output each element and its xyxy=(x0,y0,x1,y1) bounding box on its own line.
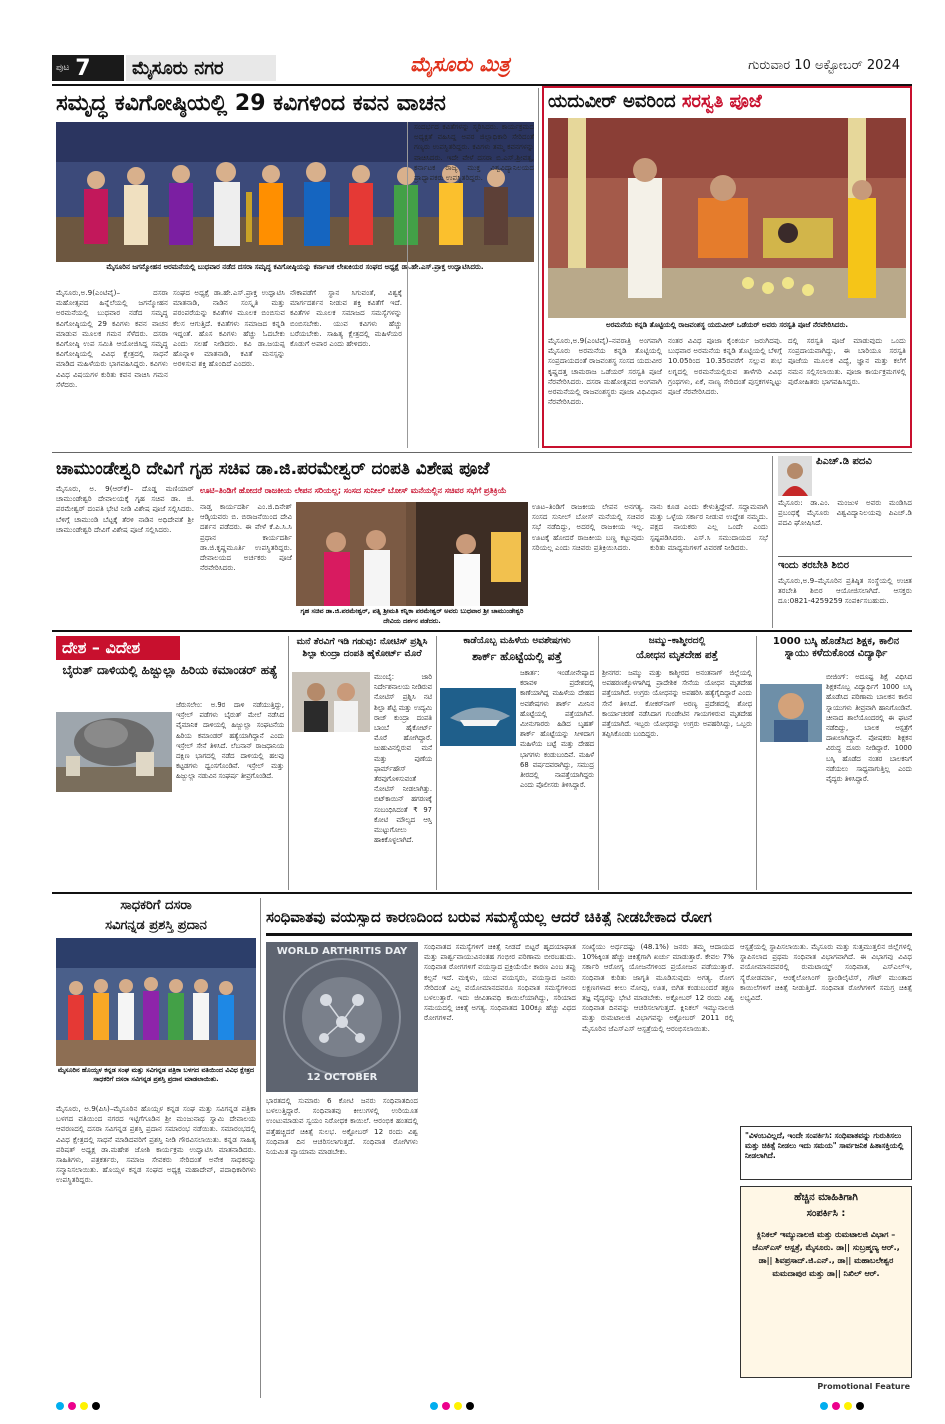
arthritis-col2: ಸಂಧಿವಾತದ ಸಮಸ್ಯೆಗಳಿಗೆ ಚಿಕಿತ್ಸೆ ನೀಡದೆ ಬಿಟ್ಟರೆ ಹೃದಯಾಘಾತ ಮತ್ತು ಪಾರ್ಶ್ವವಾಯುವಿನಂತಹ ಗಂಭೀರ ಪರಿಣಾಮ ಬೀರಬಹುದು. ಸಂಧಿವಾತ ರೋಗಗಳಿಗೆ ವಯಸ್ಸಾದ ಪ್ರಕ್ರಿಯೆಯೇ ಕಾರಣ ಎಂಬ ತಪ್ಪು ಕಲ್ಪನೆ ಇದೆ. ಮಕ್ಕಳು, ಯುವ ವಯಸ್ಕರು, ವಯಸ್ಸಾದ ಜನರು ಸೇರಿದಂತೆ ಎಲ್ಲ ವಯೋಮಾನದವರೂ ಸಂಧಿವಾತ ಸಮಸ್ಯೆಗಳಿಂದ ಬಳಲುತ್ತಾರೆ. ಇದು ಜೀವಿತಾವಧಿ ಕಾಯಿಲೆಯಾಗಿದ್ದು, ಸರಿಯಾದ ಸಮಯದಲ್ಲಿ ಚಿಕಿತ್ಸೆ ಅಗತ್ಯ. ಸಂಧಿವಾತದ 100ಕ್ಕೂ ಹೆಚ್ಚು ವಿಧದ ರೋಗಗಳಿವೆ. xyxy=(424,942,576,1023)
kashmir-headline-l2: ಯೋಧನ ಮೃತದೇಹ ಪತ್ತೆ xyxy=(636,650,718,661)
arthritis-col3: ಸಂಖ್ಯೆಯು ಅರ್ಧದಷ್ಟು (48.1%) ಜನರು ತಮ್ಮ ಆದಾಯದ 10%ಕ್ಕಿಂತ ಹೆಚ್ಚು ಚಿಕಿತ್ಸೆಗಾಗಿ ಖರ್ಚು ಮಾಡುತ್ತಾರೆ. ಕೇವಲ 7% ಸರ್ಕಾರಿ ಆರೋಗ್ಯ ಯೋಜನೆಗಳಿಂದ ಪ್ರಯೋಜನ ಪಡೆಯುತ್ತಾರೆ. ಸಂಧಿವಾತ ಕುರಿತು ಜಾಗೃತಿ ಮೂಡಿಸುವುದು ಅಗತ್ಯ. ರೋಗ ಲಕ್ಷಣಗಳಾದ ಕೀಲು ನೋವು, ಊತ, ಬಿಗಿತ ಕಂಡುಬಂದರೆ ತಕ್ಷಣ ತಜ್ಞ ವೈದ್ಯರನ್ನು ಭೇಟಿ ಮಾಡಬೇಕು. ಅಕ್ಟೋಬರ್ 12 ರಂದು ವಿಶ್ವ ಸಂಧಿವಾತ ದಿನವನ್ನು ಆಚರಿಸಲಾಗುತ್ತದೆ. ಕ್ಲಿನಿಕಲ್ ಇಮ್ಯುನಾಲಜಿ ಮತ್ತು ರುಮಟಾಲಜಿ ವಿಭಾಗವನ್ನು ಅಕ್ಟೋಬರ್ 2011 ರಲ್ಲಿ ಮೈಸೂರಿನ ಜೆಎಸ್‌ಎಸ್ ಆಸ್ಪತ್ರೆಯಲ್ಲಿ ಆರಂಭಿಸಲಾಯಿತು. xyxy=(582,942,734,1033)
story1-caption: ಮೈಸೂರಿನ ಜಗನ್ಮೋಹನ ಅರಮನೆಯಲ್ಲಿ ಬುಧವಾರ ನಡೆದ ದಸರಾ ಸಮೃದ್ಧ ಕವಿಗೋಷ್ಠಿಯನ್ನು ಕರ್ನಾಟಕ ಲೇಖಕಿಯರ ಸಂಘದ ಅಧ್ಯಕ್ಷೆ ಡಾ.ಹೇ.ಎಸ್.ಪ್ರಾಕ್ತ ಉದ್ಘಾಟಿಸಿದರು. xyxy=(56,262,534,286)
chinese-body-cont xyxy=(760,744,822,888)
story3-headline: ಚಾಮುಂಡೇಶ್ವರಿ ದೇವಿಗೆ ಗೃಹ ಸಚಿವ ಡಾ.ಜಿ.ಪರಮೇಶ್ವರ್ ದಂಪತಿ ವಿಶೇಷ ಪೂಜೆ xyxy=(56,459,490,479)
page-number: 7 xyxy=(75,55,91,81)
story3-col3: ಊಟ–ತಿಂಡಿಗೆ ರಾಜಕೀಯ ಲೇಪನ ಅನಗತ್ಯ. ಸಂಸದ ಸುನೀಲ್ ಬೋಸ್ ಮನೆಯಲ್ಲಿ ಸಚಿವರ ಸಭೆ ನಡೆದಿದ್ದು, ಅದರಲ್ಲಿ ರಾಜಕೀಯ ಇಲ್ಲ. ಊಟಕ್ಕೆ ಹೋದರೆ ರಾಜಕೀಯ ಬಣ್ಣ ಕಟ್ಟುವುದು ಸರಿಯಲ್ಲ ಎಂದು ಸಚಿವರು ಪ್ರತಿಕ್ರಿಯಿಸಿದರು. xyxy=(532,502,644,552)
story2-headline xyxy=(548,88,908,116)
registration-dot xyxy=(442,1402,450,1410)
registration-dot xyxy=(832,1402,840,1410)
phd-body-top xyxy=(816,472,912,498)
divider-kashmir xyxy=(598,636,599,890)
arthritis-headline: ಸಂಧಿವಾತವು ವಯಸ್ಸಾದ ಕಾರಣದಿಂದ ಬರುವ ಸಮಸ್ಯೆಯಲ್ಲ ಆದರೆ ಚಿಕಿತ್ಸೆ ನೀಡಬೇಕಾದ ರೋಗ xyxy=(266,898,912,936)
contact-title-l2: ಸಂಪರ್ಕಿಸಿ : xyxy=(806,1208,846,1219)
arthritis-day-image xyxy=(266,942,418,1092)
phd-portrait-graphic xyxy=(778,456,812,496)
registration-dot xyxy=(56,1402,64,1410)
award-body: ಮೈಸೂರು, ಅ.9(ಪಿಸಿ)–ಮೈಸೂರಿನ ಹೊಯ್ಸಳ ಕನ್ನಡ ಸಂಘ ಮತ್ತು ಸವಿಗನ್ನಡ ಪತ್ರಿಕಾ ಬಳಗದ ವತಿಯಿಂದ ನಗರದ ಇಟ್ಟಿಗೆಗೂಡಿನ ಶ್ರೀ ಮಂಜುನಾಥ ಸ್ವಾಮಿ ದೇವಾಲಯ ಆವರಣದಲ್ಲಿ ದಸರಾ ಸವಿಗನ್ನಡ ಪ್ರಶಸ್ತಿ ಪ್ರದಾನ ಸಮಾರಂಭ ನಡೆಯಿತು. ಸಮಾರಂಭದಲ್ಲಿ ವಿವಿಧ ಕ್ಷೇತ್ರದಲ್ಲಿ ಸಾಧನೆ ಮಾಡಿದವರಿಗೆ ಪ್ರಶಸ್ತಿ ನೀಡಿ ಗೌರವಿಸಲಾಯಿತು. ಕನ್ನಡ ಸಾಹಿತ್ಯ ಪರಿಷತ್ ಅಧ್ಯಕ್ಷ ಡಾ.ಮಹೇಶ ಜೋಶಿ ಕಾರ್ಯಕ್ರಮ ಉದ್ಘಾಟಿಸಿ ಮಾತನಾಡಿದರು. ಸಾಹಿತಿಗಳು, ಪತ್ರಕರ್ತರು, ಸಮಾಜ ಸೇವಕರು ಸೇರಿದಂತೆ ಅನೇಕ ಸಾಧಕರನ್ನು ಸನ್ಮಾನಿಸಲಾಯಿತು. ಹೊಯ್ಸಳ ಕನ್ನಡ ಸಂಘದ ಅಧ್ಯಕ್ಷ ಮಹಾದೇವ್, ಪದಾಧಿಕಾರಿಗಳು ಉಪಸ್ಥಿತರಿದ್ದರು. xyxy=(56,1104,256,1185)
shilpa-body-cont xyxy=(292,734,370,888)
story3-col4: ನಾನು ಕೂಡ ಎಂದು ಕೇಳುತ್ತಿದ್ದೇವೆ. ಸದ್ದಾಮವಾಗಿ ಮತ್ತು ಒಳ್ಳೆಯ ಸರ್ಕಾರ ನೀಡುವ ಉದ್ದೇಶ ನಮ್ಮದು. ಪಕ್ಷದ ನಾಯಕರು ಎಲ್ಲ ಒಂದೇ ಎಂದು ಸ್ಪಷ್ಟಪಡಿಸಿದರು. ಎಸ್.ಸಿ ಸಮುದಾಯದ ಸಭೆ ಕುರಿತು ಮಾಧ್ಯಮಗಳಿಗೆ ವಿವರಣೆ ನೀಡಿದರು. xyxy=(650,502,768,552)
divider-shark xyxy=(436,636,437,890)
parameshwar-graphic xyxy=(296,502,528,606)
shilpa-headline: ಮನೆ ತೆರವಿಗೆ ಇಡಿ ಗಡುವು: ನೋಟಿಸ್ ಪ್ರಶ್ನಿಸಿ ಶಿಲ್ಪಾ ಕುಂದ್ರಾ ದಂಪತಿ ಹೈಕೋರ್ಟ್ ಮೊರೆ xyxy=(296,637,428,659)
shilpa-graphic xyxy=(292,672,370,732)
divider-camp xyxy=(778,556,912,557)
saraswati-pooje-graphic xyxy=(548,118,906,318)
divider-row2 xyxy=(52,630,912,632)
kashmir-body: ಶ್ರೀನಗರ: ಜಮ್ಮು ಮತ್ತು ಕಾಶ್ಮೀರದ ಅನಂತನಾಗ್ ಜಿಲ್ಲೆಯಲ್ಲಿ ಅಪಹರಣಕ್ಕೊಳಗಾಗಿದ್ದ ಪ್ರಾದೇಶಿಕ ಸೇನೆಯ ಯೋಧನ ಮೃತದೇಹ ಪತ್ತೆಯಾಗಿದೆ. ಉಗ್ರರು ಯೋಧನನ್ನು ಅಪಹರಿಸಿ ಹತ್ಯೆಗೈದಿದ್ದಾರೆ ಎಂದು ಸೇನೆ ತಿಳಿಸಿದೆ. ಕೋಕರ್‌ನಾಗ್ ಅರಣ್ಯ ಪ್ರದೇಶದಲ್ಲಿ ಶೋಧ ಕಾರ್ಯಾಚರಣೆ ನಡೆಸಿದಾಗ ಗುಂಡೇಟಿನ ಗಾಯಗಳಿರುವ ಮೃತದೇಹ ಪತ್ತೆಯಾಗಿದೆ. ಇಬ್ಬರು ಯೋಧರನ್ನು ಉಗ್ರರು ಅಪಹರಿಸಿದ್ದು, ಒಬ್ಬರು ತಪ್ಪಿಸಿಕೊಂಡು ಬಂದಿದ್ದರು. xyxy=(602,669,752,739)
award-caption: ಮೈಸೂರಿನ ಹೊಯ್ಸಳ ಕನ್ನಡ ಸಂಘ ಮತ್ತು ಸವಿಗನ್ನಡ ಪತ್ರಿಕಾ ಬಳಗದ ವತಿಯಿಂದ ವಿವಿಧ ಕ್ಷೇತ್ರದ ಸಾಧಕರಿಗೆ ದಸರಾ ಸವಿಗನ್ನಡ ಪ್ರಶಸ್ತಿ ಪ್ರದಾನ ಮಾಡಲಾಯಿತು. xyxy=(56,1066,256,1102)
chinese-body: ಬೀಜಿಂಗ್: ಅದೂಷ್ಟ ಶಿಕ್ಷೆ ವಿಧಿಸಿದ ಶಿಕ್ಷಕನೊಬ್ಬ ವಿದ್ಯಾರ್ಥಿಗೆ 1000 ಬಸ್ಕಿ ಹೊಡೆಸಿದ ಪರಿಣಾಮ ಬಾಲಕನ ಕಾಲಿನ ಸ್ನಾಯುಗಳು ತೀವ್ರವಾಗಿ ಹಾನಿಗೊಂಡಿವೆ. ಚೀನಾದ ಶಾಲೆಯೊಂದರಲ್ಲಿ ಈ ಘಟನೆ ನಡೆದಿದ್ದು, ಬಾಲಕ ಆಸ್ಪತ್ರೆಗೆ ದಾಖಲಾಗಿದ್ದಾನೆ. ಪೋಷಕರು ಶಿಕ್ಷಕನ ವಿರುದ್ಧ ದೂರು ನೀಡಿದ್ದಾರೆ. 1000 ಬಸ್ಕಿ ಹೊಡೆದ ನಂತರ ಬಾಲಕನಿಗೆ ನಡೆಯಲು ಸಾಧ್ಯವಾಗುತ್ತಿಲ್ಲ ಎಂದು ವೈದ್ಯರು ತಿಳಿಸಿದ್ದಾರೆ. xyxy=(826,673,912,784)
promo-label: Promotional Feature xyxy=(817,1382,910,1391)
registration-dot xyxy=(68,1402,76,1410)
camp-body: ಮೈಸೂರು,ಅ.9–ಮೈಸೂರಿನ ಪ್ರತಿಷ್ಠಿತ ಸಂಸ್ಥೆಯಲ್ಲಿ ಉಚಿತ ತರಬೇತಿ ಶಿಬಿರ ಆಯೋಜಿಸಲಾಗಿದೆ. ಆಸಕ್ತರು ದೂ:0821-4259259 ಸಂಪರ್ಕಿಸಬಹುದು. xyxy=(778,576,912,606)
shark-body-cont xyxy=(440,748,516,888)
registration-dots-right xyxy=(820,1402,864,1412)
beirut-headline: ಬೈರುತ್ ದಾಳಿಯಲ್ಲಿ ಹಿಜ್ಬುಲ್ಲಾ ಹಿರಿಯ ಕಮಾಂಡರ್ ಹತ್ಯೆ xyxy=(62,663,278,677)
shark-graphic xyxy=(440,688,516,746)
story2-caption: ಅರಮನೆಯ ಕನ್ನಡಿ ತೊಟ್ಟಿಯಲ್ಲಿ ರಾಜವಂಶಸ್ಥ ಯದುವೀರ್ ಒಡೆಯರ್ ಅವರು ಸರಸ್ವತಿ ಪೂಜೆ ನೆರವೇರಿಸಿದರು. xyxy=(548,320,906,334)
shilpa-photo xyxy=(292,672,370,732)
registration-dot xyxy=(820,1402,828,1410)
registration-dots-left xyxy=(56,1402,100,1412)
story1-col4: ಸಂದರ್ಭದ ಕವಿತೆಗಳನ್ನು ಸ್ಮರಿಸಿದರು. ಕಾರ್ಯಕ್ರಮದ ಅಧ್ಯಕ್ಷತೆ ವಹಿಸಿದ್ದ ಅಪರ ಜಿಲ್ಲಾಧಿಕಾರಿ ಸೇರಿದಂತೆ ಗಣ್ಯರು ಉಪಸ್ಥಿತರಿದ್ದರು. ಕವಿಗಳು ತಮ್ಮ ಕವನಗಳನ್ನು ವಾಚಿಸಿದರು. ಇದೇ ವೇಳೆ ದಸರಾ ಬಿ.ಎಸ್.ಶ್ರೀವತ್ಸ, ಕರ್ನಾಟಕ ರಾಜ್ಯ ಮುಕ್ತ ವಿಶ್ವವಿದ್ಯಾನಿಲಯದ ಪ್ರಾಧ್ಯಾಪಕರು ಉಪಸ್ಥಿತರಿದ್ದರು. xyxy=(407,122,534,448)
contact-title-l1: ಹೆಚ್ಚಿನ ಮಾಹಿತಿಗಾಗಿ xyxy=(794,1192,858,1203)
story3-col2: ನಾಡ್ತ ಕಾರ್ಯದರ್ಶಿ ಎಂ.ಜಿ.ದಿನೇಶ್ ಆಡ್ಕಿಯವರು ಬಿ. ಬಿರಾಜನೆಯಿಂದ ದೇವಿ ದರ್ಶನ ಪಡೆದರು. ಈ ವೇಳೆ ಕೆ.ಪಿ.ಸಿ.ಸಿ ಪ್ರಧಾನ ಕಾರ್ಯದರ್ಶಿ ಡಾ.ಜಿ.ಕೃಷ್ಣಮೂರ್ತಿ ಉಪಸ್ಥಿತರಿದ್ದರು. ದೇವಾಲಯದ ಅರ್ಚಕರು ಪೂಜೆ ನೆರವೇರಿಸಿದರು. xyxy=(200,502,292,573)
registration-dot xyxy=(430,1402,438,1410)
registration-dot xyxy=(856,1402,864,1410)
registration-dot xyxy=(92,1402,100,1410)
registration-dot xyxy=(454,1402,462,1410)
student-graphic xyxy=(760,684,822,742)
story1-col2: ಸಂಘದ ಅಧ್ಯಕ್ಷೆ ಡಾ.ಹೇ.ಎಸ್.ಪ್ರಾಕ್ತ ಉದ್ಘಾಟಿಸಿ ಮಾತನಾಡಿ, ನಾಡಿನ ಸಂಸ್ಕೃತಿ ಮತ್ತು ಪರಂಪರೆಯನ್ನು ಕವಿತೆಗಳ ಮೂಲಕ ಬಿಂಬಿಸುವ ಕೆಲಸ ಆಗುತ್ತಿದೆ. ಕವಿತೆಗಳು ಸಮಾಜದ ಕನ್ನಡಿ ಇದ್ದಂತೆ. ಹೊಸ ಕವಿಗಳು ಹೆಚ್ಚು ಓದಬೇಕು ಎಂದು ಸಲಹೆ ನೀಡಿದರು. ಕವಿ ಡಾ.ಜಯಪ್ಪ ಹೊನ್ನಾಳಿ ಮಾತನಾಡಿ, ಕವಿತೆ ಮನಸ್ಸನ್ನು ಅರಳಿಸುವ ಶಕ್ತಿ ಹೊಂದಿದೆ ಎಂದರು. xyxy=(173,288,285,369)
story2-headline-part1: ಯದುವೀರ್ ಅವರಿಂದ xyxy=(548,91,682,112)
registration-dot xyxy=(844,1402,852,1410)
story1-col1: ಮೈಸೂರು,ಅ.9(ಎಂಟಿವೈ)– ದಸರಾ ಮಹೋತ್ಸವದ ಹಿನ್ನೆಲೆಯಲ್ಲಿ ಜಗನ್ಮೋಹನ ಅರಮನೆಯಲ್ಲಿ ಬುಧವಾರ ನಡೆದ ಸಮೃದ್ಧ ಕವಿಗೋಷ್ಠಿಯಲ್ಲಿ 29 ಕವಿಗಳು ಕವನ ವಾಚನ ಮಾಡುವ ಮೂಲಕ ಗಮನ ಸೆಳೆದರು. ದಸರಾ ಕವಿಗೋಷ್ಠಿ ಉಪ ಸಮಿತಿ ಆಯೋಜಿಸಿದ್ದ ಸಮೃದ್ಧ ಕವಿಗೋಷ್ಠಿಯಲ್ಲಿ ವಿವಿಧ ಕ್ಷೇತ್ರದಲ್ಲಿ ಸಾಧನೆ ಮಾಡಿದ ಮಹಿಳೆಯರು ಭಾಗವಹಿಸಿದ್ದರು. ಕವಿಗಳು ವಿವಿಧ ವಿಷಯಗಳ ಕುರಿತು ಕವನ ವಾಚಿಸಿ ಗಮನ ಸೆಳೆದರು. xyxy=(56,288,168,389)
story3-subhead: ಊಟಿ–ತಿಂಡಿಗೆ ಹೋದರೆ ರಾಜಕೀಯ ಲೇಪನ ಸರಿಯಲ್ಲ; ಸಂಸದ ಸುನೀಲ್ ಬೋಸ್ ಮನೆಯಲ್ಲಿನ ಸಚಿವರ ಸಭೆಗೆ ಪ್ರತಿಕ್ರಿಯೆ xyxy=(200,486,507,495)
award-headline-l2: ಸವಿಗನ್ನಡ ಪ್ರಶಸ್ತಿ ಪ್ರದಾನ xyxy=(105,918,207,933)
issue-date: ಗುರುವಾರ 10 ಅಕ್ಟೋಬರ್ 2024 xyxy=(748,58,900,73)
story1-col3: ನೌಕಾಪಡೆಗೆ ಸ್ಥಾನ ಸಿಗುವಂತೆ, ವಿಶ್ವಕ್ಕೆ ಮಾರ್ಗದರ್ಶನ ನೀಡುವ ಶಕ್ತಿ ಕವಿತೆಗೆ ಇದೆ. ಕವಿತೆಗಳ ಮೂಲಕ ಸಮಾಜದ ಸಮಸ್ಯೆಗಳನ್ನು ಬಿಂಬಿಸಬೇಕು. ಯುವ ಕವಿಗಳು ಹೆಚ್ಚು ಬರೆಯಬೇಕು. ಸಾಹಿತ್ಯ ಕ್ಷೇತ್ರದಲ್ಲಿ ಮಹಿಳೆಯರ ಕೊಡುಗೆ ಅಪಾರ ಎಂದು ಹೇಳಿದರು. xyxy=(290,288,402,349)
shilpa-body: ಮುಂಬೈ: ಜಾರಿ ನಿರ್ದೇಶನಾಲಯ ನೀಡಿರುವ ನೋಟಿಸ್ ಪ್ರಶ್ನಿಸಿ ನಟಿ ಶಿಲ್ಪಾ ಶೆಟ್ಟಿ ಮತ್ತು ಉದ್ಯಮಿ ರಾಜ್ ಕುಂದ್ರಾ ದಂಪತಿ ಬಾಂಬೆ ಹೈಕೋರ್ಟ್ ಮೊರೆ ಹೋಗಿದ್ದಾರೆ. ಜುಹುವಿನಲ್ಲಿರುವ ಮನೆ ಮತ್ತು ಪುಣೆಯ ಫಾರ್ಮ್‌ಹೌಸ್ ತೆರವುಗೊಳಿಸುವಂತೆ ನೋಟಿಸ್ ನೀಡಲಾಗಿತ್ತು. ಬಿಟ್‌ಕಾಯಿನ್ ಹಗರಣಕ್ಕೆ ಸಂಬಂಧಿಸಿದಂತೆ ₹ 97 ಕೋಟಿ ಮೌಲ್ಯದ ಆಸ್ತಿ ಮುಟ್ಟುಗೋಲು ಹಾಕಿಕೊಳ್ಳಲಾಗಿದೆ. xyxy=(374,673,432,845)
registration-dots-center xyxy=(430,1402,474,1412)
arthritis-quote-box: "ವಿಳಂಬವಿಲ್ಲದೆ, ಇಂದೇ ಸಂಪರ್ಕಿಸಿ: ಸಂಧಿವಾತವನ್ನು ಗುರುತಿಸಲು ಮತ್ತು ಚಿಕಿತ್ಸೆ ನೀಡಲು ಇದು ಸಮಯ" ಸಾರ್ವಜನಿಕ ಹಿತಾಸಕ್ತಿಯಲ್ಲಿ ನೀಡಲಾಗಿದೆ. xyxy=(740,1126,912,1180)
contact-body: ಕ್ಲಿನಿಕಲ್ ಇಮ್ಯುನಾಲಜಿ ಮತ್ತು ರುಮಟಾಲಜಿ ವಿಭಾಗ – ಜೆಎಸ್‌ಎಸ್ ಆಸ್ಪತ್ರೆ, ಮೈಸೂರು. ಡಾ|| ಸುಬ್ರಹ್ಮಣ್ಯ ಆರ್., ಡಾ|| ಶಿವಪ್ರಸಾದ್.ಜಿ.ಎನ್., ಡಾ|| ಮಹಾಬಲೇಶ್ವರ ಮಮದಾಪುರ ಮತ್ತು ಡಾ|| ನಿಖಿಲ್ ಆರ್. xyxy=(752,1230,900,1278)
arthritis-image-title: WORLD ARTHRITIS DAY xyxy=(276,946,408,957)
award-graphic xyxy=(56,938,256,1066)
phd-body: ಮೈಸೂರು: ಡಾ.ಎಂ. ಮಂಜುಳ ಅವರು ಮಂಡಿಸಿದ ಪ್ರಬಂಧಕ್ಕೆ ಮೈಸೂರು ವಿಶ್ವವಿದ್ಯಾನಿಲಯವು ಪಿಎಚ್.ಡಿ ಪದವಿ ಘೋಷಿಸಿದೆ. xyxy=(778,498,912,528)
camp-title: ಇಂದು ತರಬೇತಿ ಶಿಬಿರ xyxy=(778,560,850,571)
arthritis-image-date: 12 OCTOBER xyxy=(306,1072,378,1083)
shark-headline-l1: ಕಾಡೆಯೊಬ್ಬ ಮಹಿಳೆಯ ಅವಶೇಷಗಳು xyxy=(463,636,571,646)
phd-portrait xyxy=(778,456,812,496)
kashmir-headline-l1: ಜಮ್ಮು–ಕಾಶ್ಮೀರದಲ್ಲಿ xyxy=(648,636,706,646)
divider-row1 xyxy=(52,452,912,453)
story3-caption: ಗೃಹ ಸಚಿವ ಡಾ.ಜಿ.ಪರಮೇಶ್ವರ್, ಪತ್ನಿ ಶ್ರೀಮತಿ ಕನ್ನಿಕಾ ಪರಮೇಶ್ವರ್ ಅವರು ಬುಧವಾರ ಶ್ರೀ ಚಾಮುಂಡೇಶ್ವರಿ ದೇವಿಯ ದರ್ಶನ ಪಡೆದರು. xyxy=(296,606,528,626)
award-photo xyxy=(56,938,256,1066)
saraswati-pooje-photo xyxy=(548,118,906,318)
registration-dot xyxy=(80,1402,88,1410)
divider-arthritis xyxy=(260,898,261,1398)
arthritis-col4: ಆಸ್ಪತ್ರೆಯಲ್ಲಿ ಸ್ಥಾಪಿಸಲಾಯಿತು. ಮೈಸೂರು ಮತ್ತು ಸುತ್ತಮುತ್ತಲಿನ ಜಿಲ್ಲೆಗಳಲ್ಲಿ ಸ್ಥಾಪಿಸಲಾದ ಪ್ರಥಮ ಸಂಧಿವಾತ ವಿಭಾಗವಾಗಿದೆ. ಈ ವಿಭಾಗವು ವಿವಿಧ ವಯೋಮಾನದವರಲ್ಲಿ ರುಮಟಾಯ್ಡ್ ಸಂಧಿವಾತ, ಎಸ್‌ಎಲ್‌ಇ, ಸ್ಕ್ಲೆರೋಡರ್ಮಾ, ಆಂಕೈಲೋಸಿಂಗ್ ಸ್ಪಾಂಡಿಲೈಟಿಸ್, ಗೌಟ್ ಮುಂತಾದ ಕಾಯಿಲೆಗಳಿಗೆ ಚಿಕಿತ್ಸೆ ನೀಡುತ್ತಿದೆ. ಸಂಧಿವಾತ ರೋಗಿಗಳಿಗೆ ಸಮಗ್ರ ಚಿಕಿತ್ಸೆ ಲಭ್ಯವಿದೆ. xyxy=(740,942,912,1003)
beirut-graphic xyxy=(56,712,172,792)
shark-headline-l2: ಶಾರ್ಕ್ ಹೊಟ್ಟೆಯಲ್ಲಿ ಪತ್ತೆ xyxy=(472,650,562,663)
divider-chinese xyxy=(756,636,757,890)
award-headline-l1: ಸಾಧಕರಿಗೆ ದಸರಾ xyxy=(120,898,192,913)
story1-headline: ಸಮೃದ್ಧ ಕವಿಗೋಷ್ಠಿಯಲ್ಲಿ 29 ಕವಿಗಳಿಂದ ಕವನ ವಾಚನ xyxy=(56,91,446,116)
page-label: ಪುಟ xyxy=(56,63,70,73)
story2-col3: ದಲ್ಲಿ ಸರಸ್ವತಿ ಪೂಜೆ ಮಾಡುವುದು ಒಂದು ಸಂಪ್ರದಾಯವಾಗಿದ್ದು, ಈ ಬಾರಿಯೂ ಸರಸ್ವತಿ ಪೂಜೆಯ ಮೂಲಕ ವಿದ್ಯೆ, ಜ್ಞಾನ ಮತ್ತು ಕಲೆಗೆ ನಮನ ಸಲ್ಲಿಸಲಾಯಿತು. ಪೂಜಾ ಕಾರ್ಯಕ್ರಮಗಳಲ್ಲಿ ಪುರೋಹಿತರು ಭಾಗವಹಿಸಿದ್ದರು. xyxy=(788,336,906,386)
beirut-body: ಜೆರುಸಲೇಂ: ಅ.9ರ ದಾಳಿ ನಡೆಯುತ್ತಿದ್ದು, ಇಸ್ರೇಲ್ ಪಡೆಗಳು ಬೈರುತ್ ಮೇಲೆ ನಡೆಸಿದ ವೈಮಾನಿಕ ದಾಳಿಯಲ್ಲಿ ಹಿಜ್ಬುಲ್ಲಾ ಸಂಘಟನೆಯ ಹಿರಿಯ ಕಮಾಂಡರ್ ಹತ್ಯೆಯಾಗಿದ್ದಾನೆ ಎಂದು ಇಸ್ರೇಲ್ ಸೇನೆ ತಿಳಿಸಿದೆ. ಲೆಬನಾನ್ ರಾಜಧಾನಿಯ ದಕ್ಷಿಣ ಭಾಗದಲ್ಲಿ ನಡೆದ ದಾಳಿಯಲ್ಲಿ ಹಲವು ಕಟ್ಟಡಗಳು ಧ್ವಂಸಗೊಂಡಿವೆ. ಇಸ್ರೇಲ್ ಮತ್ತು ಹಿಜ್ಬುಲ್ಲಾ ನಡುವಿನ ಸಂಘರ್ಷ ತೀವ್ರಗೊಂಡಿದೆ. xyxy=(176,701,284,781)
shark-body: ಜಕಾರ್ತ: ಇಂಡೋನೇಷ್ಯಾದ ಕರಾವಳಿ ಪ್ರದೇಶದಲ್ಲಿ ಕಾಣೆಯಾಗಿದ್ದ ಮಹಿಳೆಯ ದೇಹದ ಅವಶೇಷಗಳು ಶಾರ್ಕ್ ಮೀನಿನ ಹೊಟ್ಟೆಯಲ್ಲಿ ಪತ್ತೆಯಾಗಿವೆ. ಮೀನುಗಾರರು ಹಿಡಿದ ಬೃಹತ್ ಶಾರ್ಕ್ ಹೊಟ್ಟೆಯನ್ನು ಸೀಳಿದಾಗ ಮಹಿಳೆಯ ಬಟ್ಟೆ ಮತ್ತು ದೇಹದ ಭಾಗಗಳು ಕಂಡುಬಂದಿವೆ. ಮಹಿಳೆ 68 ವರ್ಷದವರಾಗಿದ್ದು, ಸಮುದ್ರ ತೀರದಲ್ಲಿ ನಾಪತ್ತೆಯಾಗಿದ್ದರು ಎಂದು ಪೊಲೀಸರು ತಿಳಿಸಿದ್ದಾರೆ. xyxy=(520,669,594,790)
parameshwar-photo xyxy=(296,502,528,606)
divider-shilpa xyxy=(288,636,289,890)
registration-dot xyxy=(466,1402,474,1410)
beirut-body-cont xyxy=(56,794,172,888)
student-photo xyxy=(760,684,822,742)
story2-col2: ನಂತರ ವಿವಿಧ ಪೂಜಾ ಕೈಂಕರ್ಯ ಜರುಗಿದವು. ಬುಧವಾರ ಅರಮನೆಯ ಕನ್ನಡಿ ತೊಟ್ಟಿಯಲ್ಲಿ ಬೆಳಿಗ್ಗೆ 10.05ರಿಂದ 10.35ರವರೆಗೆ ಸಲ್ಲುವ ಶುಭ ಲಗ್ನದಲ್ಲಿ ಅರಮನೆಯಲ್ಲಿರುವ ತಾಳೆಗರಿ ವಿವಿಧ ಗ್ರಂಥಗಳು, ಏಕೆ, ನಾಣ್ಯ ಸೇರಿದಂತೆ ಪುಸ್ತಕಗಳನ್ನಿಟ್ಟು ಪೂಜೆ ನೆರವೇರಿಸಿದರು. xyxy=(668,336,782,397)
arthritis-col1: ಭಾರತದಲ್ಲಿ ಸುಮಾರು 6 ಕೋಟಿ ಜನರು ಸಂಧಿವಾತದಿಂದ ಬಳಲುತ್ತಿದ್ದಾರೆ. ಸಂಧಿವಾತವು ಕೀಲುಗಳಲ್ಲಿ ಉರಿಯೂತ ಉಂಟುಮಾಡುವ ಸ್ವಯಂ ನಿರೋಧಕ ಕಾಯಿಲೆ. ಆರಂಭಿಕ ಹಂತದಲ್ಲಿ ಪತ್ತೆಹಚ್ಚಿದರೆ ಚಿಕಿತ್ಸೆ ಸುಲಭ. ಅಕ್ಟೋಬರ್ 12 ರಂದು ವಿಶ್ವ ಸಂಧಿವಾತ ದಿನ ಆಚರಿಸಲಾಗುತ್ತದೆ. ಸಂಧಿವಾತ ರೋಗಿಗಳು ನಿಯಮಿತ ವ್ಯಾಯಾಮ ಮಾಡಬೇಕು. xyxy=(266,1096,418,1157)
divider-row3 xyxy=(52,892,912,894)
phd-title: ಪಿಎಚ್.ಡಿ ಪದವಿ xyxy=(816,456,872,467)
story3-col1: ಮೈಸೂರು, ಅ. 9(ಆರ್‌ಕೆ)– ದೊಡ್ಡ ಮಣಿಯಾರ್ ಚಾಮುಂಡೇಶ್ವರಿ ದೇವಾಲಯಕ್ಕೆ ಗೃಹ ಸಚಿವ ಡಾ. ಜಿ. ಪರಮೇಶ್ವರ್ ದಂಪತಿ ಭೇಟಿ ನೀಡಿ ವಿಶೇಷ ಪೂಜೆ ಸಲ್ಲಿಸಿದರು. ಬೆಳಿಗ್ಗೆ ಚಾಮುಂಡಿ ಬೆಟ್ಟಕ್ಕೆ ತೆರಳಿ ನಾಡಿನ ಅಧಿದೇವತೆ ಶ್ರೀ ಚಾಮುಂಡೇಶ್ವರಿ ದೇವಿಗೆ ವಿಶೇಷ ಪೂಜೆ ಸಲ್ಲಿಸಿದರು. xyxy=(56,484,194,534)
arthritis-day-graphic xyxy=(266,942,418,1092)
chinese-headline: 1000 ಬಸ್ಕಿ ಹೊಡೆಸಿದ ಶಿಕ್ಷಕ, ಕಾಲಿನ ಸ್ನಾಯು ಕಳೆದುಕೊಂಡ ವಿದ್ಯಾರ್ಥಿ xyxy=(772,636,900,659)
story2-col1: ಮೈಸೂರು,ಅ.9(ಎಂಟಿವೈ)–ನವರಾತ್ರಿ ಅಂಗವಾಗಿ ಮೈಸೂರು ಅರಮನೆಯ ಕನ್ನಡಿ ತೊಟ್ಟಿಯಲ್ಲಿ ಸಂಪ್ರದಾಯದಂತೆ ರಾಜವಂಶಸ್ಥ ಸಂಸದ ಯದುವೀರ ಕೃಷ್ಣದತ್ತ ಚಾಮರಾಜ ಒಡೆಯರ್ ಸರಸ್ವತಿ ಪೂಜೆ ನೆರವೇರಿಸಿದರು. ದಸರಾ ಮಹೋತ್ಸವದ ಅಂಗವಾಗಿ ಅರಮನೆಯಲ್ಲಿ ರಾಜವಂಶಸ್ಥರು ಪೂಜಾ ವಿಧಿವಿಧಾನ ನೆರವೇರಿಸಿದರು. xyxy=(548,336,662,407)
newspaper-logo: ಮೈಸೂರು ಮಿತ್ರ xyxy=(410,52,510,76)
story2-headline-part2: ಸರಸ್ವತಿ ಪೂಜೆ xyxy=(681,91,762,112)
section-title: ಮೈಸೂರು ನಗರ xyxy=(126,55,276,81)
divider-top xyxy=(538,88,539,448)
divider-phd xyxy=(772,456,773,628)
desha-videsha-tag: ದೇಶ – ವಿದೇಶ xyxy=(56,636,180,660)
page-number-badge xyxy=(52,55,124,81)
beirut-photo xyxy=(56,712,172,792)
shark-photo xyxy=(440,688,516,746)
